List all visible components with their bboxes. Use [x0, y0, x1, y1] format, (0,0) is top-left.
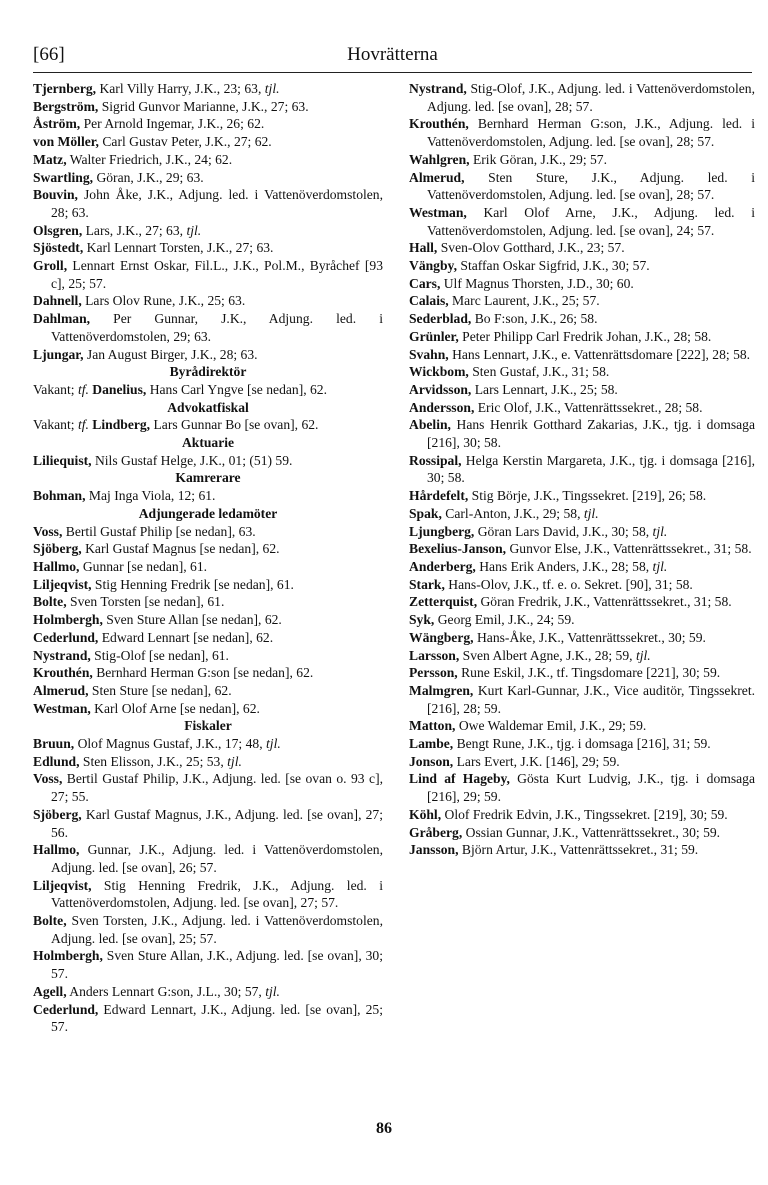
- entry-surname: Matz,: [33, 151, 67, 167]
- entry-details: Sven Sture Allan [se nedan], 62.: [102, 612, 282, 628]
- entry-surname: Bergström,: [33, 98, 99, 114]
- directory-entry: [409, 629, 755, 647]
- footer-page-number: 86: [376, 1120, 392, 1137]
- directory-entry: [409, 647, 755, 665]
- entry-details: Gunnar, J.K., Adjung. led. i Vattenöverdomstolen, Adjung. led. [se ovan], 26; 57.: [51, 842, 383, 875]
- entry-surname: Anderberg,: [409, 558, 476, 574]
- entry-details: Per Gunnar, J.K., Adjung. led. i Vattenöverdomstolen, 29; 63.: [51, 311, 383, 344]
- entry-details: Hans Lennart, J.K., e. Vattenrättsdomare [222], 28; 58.: [448, 346, 751, 362]
- entry-surname: Nystrand,: [409, 81, 467, 96]
- directory-entry: [409, 239, 755, 257]
- entry-details: Sven Sture Allan, J.K., Adjung. led. [se ovan], 30; 57.: [51, 948, 383, 982]
- entry-details: Lennart Ernst Oskar, Fil.L., J.K., Pol.M., Byråchef [93 c], 25; 57.: [51, 258, 383, 291]
- directory-entry: [409, 151, 755, 169]
- directory-entry: [33, 222, 383, 240]
- entry-details: Olof Magnus Gustaf, J.K., 17; 48,: [74, 736, 267, 752]
- entry-surname: Cederlund,: [33, 1001, 99, 1017]
- entry-details: Stig-Olof, J.K., Adjung. led. i Vattenöverdomstolen, Adjung. led. [se ovan], 28; 57.: [427, 81, 755, 114]
- entry-surname: Bohman,: [33, 488, 86, 504]
- entry-surname: Holmbergh,: [33, 612, 103, 628]
- entry-details: Carl-Anton, J.K., 29; 58,: [441, 505, 584, 521]
- entry-surname: Vängby,: [409, 258, 457, 274]
- entry-details: Sven Torsten [se nedan], 61.: [66, 594, 225, 610]
- entry-surname: Swartling,: [33, 169, 94, 185]
- entry-surname: Voss,: [33, 771, 63, 787]
- directory-entry: [409, 735, 755, 753]
- directory-entry: [409, 363, 755, 381]
- directory-entry: [409, 328, 755, 346]
- entry-details: Edward Lennart [se nedan], 62.: [98, 629, 274, 645]
- entry-surname: Agell,: [33, 983, 67, 999]
- directory-entry: [33, 593, 383, 611]
- entry-details: Karl Olof Arne [se nedan], 62.: [90, 700, 260, 716]
- directory-entry: [409, 292, 755, 310]
- right-column: [409, 80, 755, 859]
- directory-entry: [409, 753, 755, 771]
- directory-entry: [33, 664, 383, 682]
- directory-entry: [33, 841, 383, 876]
- entry-details: Bernhard Herman G:son [se nedan], 62.: [92, 665, 314, 681]
- entry-surname: Almerud,: [409, 169, 465, 185]
- page-header: [33, 42, 752, 73]
- entry-surname: Malmgren,: [409, 682, 474, 698]
- entry-details: Sten Sture, J.K., Adjung. led. i Vattenöverdomstolen, Adjung. led. [se ovan], 28; 57.: [427, 169, 755, 203]
- directory-entry: [33, 310, 383, 345]
- directory-entry: [409, 505, 755, 523]
- entry-details: Kurt Karl-Gunnar, J.K., Vice auditör, Tingssekret. [216], 28; 59.: [427, 682, 755, 716]
- directory-entry: [33, 292, 383, 310]
- entry-details: Hans Henrik Gotthard Zakarias, J.K., tjg. i domsaga [216], 30; 58.: [427, 417, 755, 451]
- entry-details: Sven Torsten, J.K., Adjung. led. i Vattenöverdomstolen, Adjung. led. [se ovan], 25; 57.: [51, 913, 383, 946]
- section-heading: Kamrerare: [175, 470, 241, 486]
- entry-surname: Hårdefelt,: [409, 488, 469, 504]
- entry-surname: Krouthén,: [33, 665, 93, 681]
- entry-details: Lars Olov Rune, J.K., 25; 63.: [81, 293, 246, 309]
- entry-surname: Jansson,: [409, 842, 459, 858]
- entry-details: Jan August Birger, J.K., 28; 63.: [83, 346, 258, 362]
- entry-details: Lars Evert, J.K. [146], 29; 59.: [453, 753, 620, 769]
- directory-entry: [33, 115, 383, 133]
- entry-surname: Wickbom,: [409, 364, 469, 380]
- entry-surname: Svahn,: [409, 346, 449, 362]
- directory-entry: [409, 399, 755, 417]
- directory-entry: [409, 169, 755, 204]
- entry-surname: Arvidsson,: [409, 381, 472, 397]
- directory-entry: [409, 80, 755, 115]
- directory-entry: [409, 770, 755, 805]
- directory-entry: [409, 841, 755, 859]
- entry-surname: Liljeqvist,: [33, 576, 92, 592]
- entry-surname: Sjöberg,: [33, 541, 82, 557]
- left-column: [33, 80, 383, 1036]
- directory-entry: [409, 487, 755, 505]
- entry-details: Sten Gustaf, J.K., 31; 58.: [468, 364, 610, 380]
- acting-abbrev: tf.: [77, 417, 89, 433]
- entry-surname: Hallmo,: [33, 842, 80, 858]
- directory-entry: [409, 346, 755, 364]
- entry-details: Olof Fredrik Edvin, J.K., Tingssekret. [219], 30; 59.: [441, 806, 728, 822]
- entry-details: Bertil Gustaf Philip [se nedan], 63.: [62, 523, 256, 539]
- entry-surname: Syk,: [409, 612, 435, 628]
- entry-details: Bertil Gustaf Philip, J.K., Adjung. led. [se ovan o. 93 c], 27; 55.: [51, 771, 383, 805]
- entry-details: Hans-Åke, J.K., Vattenrättssekret., 30; 59.: [473, 629, 706, 645]
- leave-abbrev: tjl.: [186, 222, 202, 238]
- leave-abbrev: tjl.: [227, 753, 242, 769]
- entry-surname: Sederblad,: [409, 311, 472, 327]
- entry-details: Georg Emil, J.K., 24; 59.: [434, 612, 575, 628]
- directory-entry: [33, 629, 383, 647]
- entry-surname: Westman,: [409, 204, 467, 220]
- entry-details: Bo F:son, J.K., 26; 58.: [471, 311, 598, 327]
- leave-abbrev: tjl.: [652, 558, 668, 574]
- entry-details: Karl Lennart Torsten, J.K., 27; 63.: [83, 240, 274, 256]
- entry-surname: Bolte,: [33, 594, 67, 610]
- directory-entry: [33, 753, 383, 771]
- entry-surname: Stark,: [409, 576, 445, 592]
- entry-surname: Wahlgren,: [409, 151, 470, 167]
- entry-details: Stig Henning Fredrik, J.K., Adjung. led. i Vattenöverdomstolen, Adjung. led. [se ovan], 27; 57.: [51, 877, 383, 911]
- entry-details: Bengt Rune, J.K., tjg. i domsaga [216], 31; 59.: [453, 736, 711, 752]
- entry-details: Lars Lennart, J.K., 25; 58.: [471, 381, 618, 397]
- directory-entry: [33, 770, 383, 805]
- directory-entry: [33, 806, 383, 841]
- entry-surname: Matton,: [409, 718, 456, 734]
- entry-details: Lars Gunnar Bo [se ovan], 62.: [150, 417, 319, 433]
- entry-surname: Danelius,: [88, 381, 147, 397]
- entry-details: Per Arnold Ingemar, J.K., 26; 62.: [80, 116, 265, 132]
- entry-details: Hans Carl Yngve [se nedan], 62.: [146, 381, 328, 397]
- directory-entry: [33, 877, 383, 912]
- entry-surname: Liljeqvist,: [33, 877, 92, 893]
- entry-surname: Holmbergh,: [33, 948, 103, 964]
- entry-surname: Abelin,: [409, 417, 451, 433]
- entry-surname: Almerud,: [33, 682, 89, 698]
- entry-surname: Liliequist,: [33, 452, 92, 468]
- entry-surname: Groll,: [33, 258, 68, 274]
- entry-details: Edward Lennart, J.K., Adjung. led. [se ovan], 25; 57.: [51, 1001, 383, 1035]
- entry-surname: Bouvin,: [33, 187, 78, 203]
- directory-entry: [33, 682, 383, 700]
- entry-details: Ulf Magnus Thorsten, J.D., 30; 60.: [440, 275, 634, 291]
- acting-abbrev: tf.: [77, 381, 89, 397]
- entry-details: Karl Olof Arne, J.K., Adjung. led. i Vattenöverdomstolen, Adjung. led. [se ovan], 24; 57.: [427, 204, 755, 238]
- directory-entry: [409, 416, 755, 451]
- entry-details: Gunnar [se nedan], 61.: [79, 558, 208, 574]
- entry-details: Stig Henning Fredrik [se nedan], 61.: [91, 576, 294, 592]
- leave-abbrev: tjl.: [265, 983, 280, 999]
- directory-entry: [33, 169, 383, 187]
- entry-details: John Åke, J.K., Adjung. led. i Vattenöverdomstolen, 28; 63.: [51, 187, 383, 220]
- directory-entry: [33, 983, 383, 1001]
- section-heading: Byrådirektör: [169, 364, 247, 380]
- entry-surname: Krouthén,: [409, 116, 469, 132]
- entry-surname: Hallmo,: [33, 558, 80, 574]
- entry-details: Peter Philipp Carl Fredrik Johan, J.K., 28; 58.: [458, 328, 712, 344]
- directory-entry: [33, 487, 383, 505]
- vacancy-label: Vakant;: [33, 381, 78, 397]
- directory-entry: [33, 700, 383, 718]
- directory-entry: [409, 558, 755, 576]
- entry-details: Bernhard Herman G:son, J.K., Adjung. led. i Vattenöverdomstolen, Adjung. led. [se ovan], 28; 57.: [427, 116, 755, 150]
- entry-details: Stig-Olof [se nedan], 61.: [90, 647, 229, 663]
- section-heading: Aktuarie: [181, 435, 235, 451]
- entry-details: Sven Albert Agne, J.K., 28; 59,: [459, 647, 636, 663]
- directory-entry: [33, 611, 383, 629]
- entry-surname: Zetterquist,: [409, 594, 478, 610]
- directory-entry: [33, 346, 383, 364]
- entry-surname: Cars,: [409, 275, 441, 291]
- directory-entry: [33, 576, 383, 594]
- directory-entry: [409, 664, 755, 682]
- entry-details: Anders Lennart G:son, J.L., 30; 57,: [66, 983, 266, 999]
- entry-surname: Dahlman,: [33, 311, 91, 327]
- entry-surname: Dahnell,: [33, 293, 82, 309]
- directory-entry: [409, 310, 755, 328]
- entry-surname: Calais,: [409, 293, 449, 309]
- page-number: [66]: [33, 44, 65, 65]
- entry-surname: Tjernberg,: [33, 81, 97, 96]
- directory-entry: [33, 133, 383, 151]
- section-heading: Adjungerade ledamöter: [138, 505, 278, 521]
- directory-entry: [33, 186, 383, 221]
- entry-surname: Spak,: [409, 505, 442, 521]
- entry-details: Sten Elisson, J.K., 25; 53,: [79, 753, 228, 769]
- directory-entry: [33, 98, 383, 116]
- leave-abbrev: tjl.: [583, 505, 599, 521]
- directory-entry: [409, 593, 755, 611]
- entry-surname: Köhl,: [409, 806, 442, 822]
- directory-entry: [33, 80, 383, 98]
- entry-surname: Gråberg,: [409, 824, 463, 840]
- entry-details: Sten Sture [se nedan], 62.: [88, 682, 232, 698]
- vacancy-label: Vakant;: [33, 417, 78, 433]
- entry-details: Nils Gustaf Helge, J.K., 01; (51) 59.: [91, 452, 293, 468]
- directory-entry: [409, 204, 755, 239]
- entry-surname: Bruun,: [33, 736, 75, 752]
- directory-entry: [33, 540, 383, 558]
- directory-entry: [409, 523, 755, 541]
- entry-surname: Sjöberg,: [33, 806, 82, 822]
- entry-details: Karl Gustaf Magnus [se nedan], 62.: [81, 541, 280, 557]
- vacancy-entry: [33, 416, 383, 434]
- leave-abbrev: tjl.: [264, 81, 280, 96]
- entry-details: Rune Eskil, J.K., tf. Tingsdomare [221], 30; 59.: [457, 665, 721, 681]
- entry-details: Maj Inga Viola, 12; 61.: [85, 488, 216, 504]
- entry-details: Lars, J.K., 27; 63,: [82, 222, 187, 238]
- entry-details: Hans-Olov, J.K., tf. e. o. Sekret. [90], 31; 58.: [444, 576, 693, 592]
- entry-surname: Westman,: [33, 700, 91, 716]
- directory-entry: [33, 239, 383, 257]
- directory-entry: [33, 735, 383, 753]
- entry-details: Gunvor Else, J.K., Vattenrättssekret., 31; 58.: [506, 541, 752, 557]
- entry-surname: Lambe,: [409, 736, 454, 752]
- directory-entry: [33, 912, 383, 947]
- entry-surname: Åström,: [33, 116, 81, 132]
- directory-entry: [409, 540, 755, 558]
- leave-abbrev: tjl.: [635, 647, 651, 663]
- entry-details: Eric Olof, J.K., Vattenrättssekret., 28; 58.: [474, 399, 703, 415]
- entry-details: Carl Gustav Peter, J.K., 27; 62.: [98, 134, 272, 150]
- entry-surname: Grünler,: [409, 328, 459, 344]
- directory-entry: [409, 717, 755, 735]
- entry-details: Göran, J.K., 29; 63.: [93, 169, 204, 185]
- entry-details: Helga Kerstin Margareta, J.K., tjg. i domsaga [216], 30; 58.: [427, 452, 755, 486]
- entry-surname: Bolte,: [33, 913, 67, 929]
- entry-details: Erik Göran, J.K., 29; 57.: [469, 151, 607, 167]
- vacancy-entry: [33, 381, 383, 399]
- entry-details: Sigrid Gunvor Marianne, J.K., 27; 63.: [98, 98, 309, 114]
- directory-entry: [409, 381, 755, 399]
- entry-surname: Ljungar,: [33, 346, 84, 362]
- entry-surname: Wängberg,: [409, 629, 474, 645]
- directory-entry: [409, 275, 755, 293]
- entry-details: Ossian Gunnar, J.K., Vattenrättssekret., 30; 59.: [462, 824, 721, 840]
- entry-details: Walter Friedrich, J.K., 24; 62.: [66, 151, 233, 167]
- directory-entry: [409, 115, 755, 150]
- entry-details: Gösta Kurt Ludvig, J.K., tjg. i domsaga [216], 29; 59.: [427, 771, 755, 805]
- leave-abbrev: tjl.: [652, 523, 668, 539]
- entry-details: Karl Villy Harry, J.K., 23; 63,: [96, 81, 265, 96]
- entry-surname: Lindberg,: [88, 417, 151, 433]
- directory-entry: [409, 682, 755, 717]
- entry-surname: von Möller,: [33, 134, 99, 150]
- directory-entry: [33, 151, 383, 169]
- entry-surname: Cederlund,: [33, 629, 99, 645]
- entry-surname: Edlund,: [33, 753, 80, 769]
- entry-surname: Jonson,: [409, 753, 454, 769]
- entry-surname: Sjöstedt,: [33, 240, 84, 256]
- entry-details: Marc Laurent, J.K., 25; 57.: [448, 293, 600, 309]
- entry-surname: Voss,: [33, 523, 63, 539]
- running-title: Hovrätterna: [347, 44, 438, 65]
- entry-details: Stig Börje, J.K., Tingssekret. [219], 26; 58.: [468, 488, 707, 504]
- directory-entry: [33, 647, 383, 665]
- entry-surname: Ljungberg,: [409, 523, 475, 539]
- directory-entry: [33, 257, 383, 292]
- entry-surname: Larsson,: [409, 647, 460, 663]
- section-heading: Fiskaler: [184, 718, 232, 734]
- entry-surname: Persson,: [409, 665, 458, 681]
- directory-entry: [33, 558, 383, 576]
- entry-surname: Bexelius-Janson,: [409, 541, 507, 557]
- entry-details: Staffan Oskar Sigfrid, J.K., 30; 57.: [456, 258, 650, 274]
- entry-details: Björn Artur, J.K., Vattenrättssekret., 31; 59.: [458, 842, 699, 858]
- entry-surname: Andersson,: [409, 399, 475, 415]
- entry-details: Sven-Olov Gotthard, J.K., 23; 57.: [437, 240, 625, 256]
- entry-details: Karl Gustaf Magnus, J.K., Adjung. led. [se ovan], 27; 56.: [51, 806, 383, 840]
- directory-entry: [409, 576, 755, 594]
- directory-entry: [33, 947, 383, 982]
- entry-surname: Rossipal,: [409, 452, 462, 468]
- entry-details: Owe Waldemar Emil, J.K., 29; 59.: [455, 718, 647, 734]
- directory-entry: [409, 611, 755, 629]
- entry-details: Hans Erik Anders, J.K., 28; 58,: [475, 558, 653, 574]
- entry-surname: Lind af Hageby,: [409, 771, 510, 787]
- entry-details: Göran Lars David, J.K., 30; 58,: [474, 523, 653, 539]
- directory-entry: [409, 452, 755, 487]
- directory-entry: [409, 806, 755, 824]
- directory-entry: [33, 452, 383, 470]
- entry-surname: Olsgren,: [33, 222, 83, 238]
- directory-entry: [409, 257, 755, 275]
- directory-entry: [409, 824, 755, 842]
- entry-surname: Nystrand,: [33, 647, 91, 663]
- entry-details: Göran Fredrik, J.K., Vattenrättssekret., 31; 58.: [477, 594, 732, 610]
- directory-entry: [33, 523, 383, 541]
- entry-surname: Hall,: [409, 240, 438, 256]
- directory-entry: [33, 1001, 383, 1036]
- leave-abbrev: tjl.: [266, 736, 281, 752]
- section-heading: Advokatfiskal: [167, 399, 249, 415]
